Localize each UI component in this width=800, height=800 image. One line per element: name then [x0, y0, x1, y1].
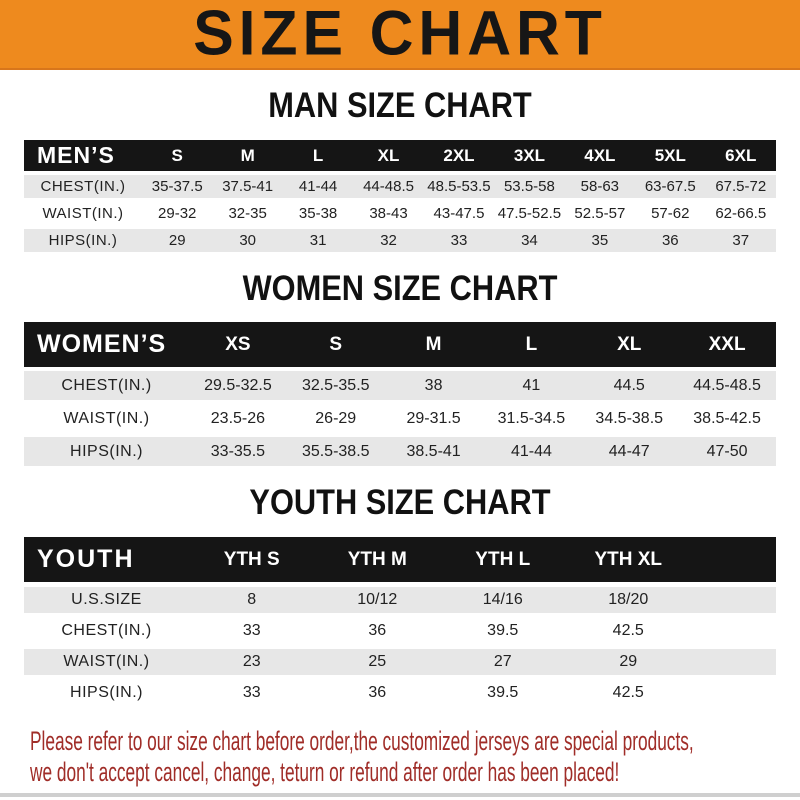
youth-size-table: [24, 532, 776, 711]
size-column-header: XS: [189, 322, 287, 367]
size-value: 33: [189, 680, 315, 706]
size-value: 35: [565, 229, 635, 252]
measurement-label: HIPS(IN.): [24, 437, 189, 466]
size-value: 32: [353, 229, 423, 252]
measurement-row: [24, 649, 776, 675]
size-value: 29-31.5: [385, 404, 483, 433]
measurement-row: [24, 404, 776, 433]
size-column-header: YTH XL: [566, 537, 692, 582]
size-value: 26-29: [287, 404, 385, 433]
size-column-header: YTH S: [189, 537, 315, 582]
size-header-row: [24, 140, 776, 171]
size-value: 38.5-41: [385, 437, 483, 466]
size-value: 41: [482, 371, 580, 400]
size-column-header: 5XL: [635, 140, 705, 171]
size-value: 41-44: [283, 175, 353, 198]
measurement-row: [24, 587, 776, 613]
empty-cell: [691, 618, 776, 644]
size-value: 35-37.5: [142, 175, 212, 198]
man-size-table: [24, 136, 776, 256]
size-value: 48.5-53.5: [424, 175, 494, 198]
youth-size-section: [0, 484, 800, 711]
size-column-header: 6XL: [706, 140, 777, 171]
measurement-label: WAIST(IN.): [24, 202, 142, 225]
size-value: 33-35.5: [189, 437, 287, 466]
size-column-header: S: [287, 322, 385, 367]
size-column-header: M: [385, 322, 483, 367]
disclaimer-line-1: Please refer to our size chart before order,the customized jerseys are special products,: [30, 726, 694, 756]
size-value: 27: [440, 649, 566, 675]
size-value: 52.5-57: [565, 202, 635, 225]
size-value: 35-38: [283, 202, 353, 225]
size-column-header: XL: [580, 322, 678, 367]
size-value: 44.5: [580, 371, 678, 400]
size-value: 8: [189, 587, 315, 613]
measurement-label: CHEST(IN.): [24, 618, 189, 644]
empty-cell: [691, 587, 776, 613]
size-column-header: M: [212, 140, 282, 171]
women-size-table: [24, 318, 776, 470]
measurement-label: WAIST(IN.): [24, 404, 189, 433]
measurement-label: CHEST(IN.): [24, 175, 142, 198]
measurement-row: [24, 202, 776, 225]
size-value: 29: [142, 229, 212, 252]
measurement-label: WAIST(IN.): [24, 649, 189, 675]
size-value: 62-66.5: [706, 202, 777, 225]
bottom-divider: [0, 793, 800, 797]
size-value: 25: [315, 649, 441, 675]
women-size-section: [0, 270, 800, 470]
size-value: 14/16: [440, 587, 566, 613]
size-value: 44-48.5: [353, 175, 423, 198]
size-header-row: [24, 322, 776, 367]
size-column-header: L: [283, 140, 353, 171]
size-value: 43-47.5: [424, 202, 494, 225]
size-value: 18/20: [566, 587, 692, 613]
size-value: 31.5-34.5: [482, 404, 580, 433]
size-value: 39.5: [440, 680, 566, 706]
measurement-row: [24, 371, 776, 400]
size-value: 29-32: [142, 202, 212, 225]
size-value: 36: [315, 680, 441, 706]
table-title-cell: YOUTH: [24, 537, 189, 582]
size-value: 42.5: [566, 680, 692, 706]
size-value: 63-67.5: [635, 175, 705, 198]
size-value: 31: [283, 229, 353, 252]
page-title: SIZE CHART: [193, 0, 607, 69]
size-column-header: 4XL: [565, 140, 635, 171]
size-column-header: XL: [353, 140, 423, 171]
size-value: 33: [424, 229, 494, 252]
size-value: 32.5-35.5: [287, 371, 385, 400]
measurement-label: U.S.SIZE: [24, 587, 189, 613]
size-header-row: [24, 537, 776, 582]
size-value: 47.5-52.5: [494, 202, 564, 225]
size-value: 36: [315, 618, 441, 644]
measurement-label: HIPS(IN.): [24, 680, 189, 706]
size-column-header: XXL: [678, 322, 776, 367]
size-value: 39.5: [440, 618, 566, 644]
measurement-label: CHEST(IN.): [24, 371, 189, 400]
size-value: 38: [385, 371, 483, 400]
size-value: 36: [635, 229, 705, 252]
empty-header-cell: [691, 537, 776, 582]
size-value: 67.5-72: [706, 175, 777, 198]
size-value: 57-62: [635, 202, 705, 225]
size-value: 33: [189, 618, 315, 644]
size-value: 23.5-26: [189, 404, 287, 433]
size-value: 23: [189, 649, 315, 675]
size-value: 44.5-48.5: [678, 371, 776, 400]
measurement-row: [24, 175, 776, 198]
disclaimer-line-2: we don't accept cancel, change, teturn or refund after order has been placed!: [30, 757, 620, 787]
size-column-header: L: [482, 322, 580, 367]
table-title-cell: WOMEN’S: [24, 322, 189, 367]
size-value: 58-63: [565, 175, 635, 198]
size-value: 29: [566, 649, 692, 675]
measurement-row: [24, 618, 776, 644]
table-title-cell: MEN’S: [24, 140, 142, 171]
size-value: 53.5-58: [494, 175, 564, 198]
disclaimer: [30, 726, 800, 788]
women-size-heading: WOMEN SIZE CHART: [242, 269, 558, 308]
measurement-row: [24, 437, 776, 466]
size-value: 38.5-42.5: [678, 404, 776, 433]
size-value: 34: [494, 229, 564, 252]
size-chart-banner: [0, 0, 800, 70]
size-column-header: 2XL: [424, 140, 494, 171]
size-value: 29.5-32.5: [189, 371, 287, 400]
size-value: 42.5: [566, 618, 692, 644]
size-value: 47-50: [678, 437, 776, 466]
measurement-label: HIPS(IN.): [24, 229, 142, 252]
size-value: 41-44: [482, 437, 580, 466]
size-value: 38-43: [353, 202, 423, 225]
size-column-header: S: [142, 140, 212, 171]
youth-size-heading: YOUTH SIZE CHART: [249, 483, 551, 522]
size-value: 30: [212, 229, 282, 252]
empty-cell: [691, 649, 776, 675]
size-value: 37.5-41: [212, 175, 282, 198]
size-value: 10/12: [315, 587, 441, 613]
size-column-header: YTH M: [315, 537, 441, 582]
empty-cell: [691, 680, 776, 706]
size-value: 37: [706, 229, 777, 252]
size-value: 44-47: [580, 437, 678, 466]
size-column-header: YTH L: [440, 537, 566, 582]
measurement-row: [24, 229, 776, 252]
size-value: 34.5-38.5: [580, 404, 678, 433]
man-size-section: [0, 87, 800, 256]
size-value: 35.5-38.5: [287, 437, 385, 466]
size-column-header: 3XL: [494, 140, 564, 171]
measurement-row: [24, 680, 776, 706]
size-value: 32-35: [212, 202, 282, 225]
man-size-heading: MAN SIZE CHART: [268, 86, 532, 125]
